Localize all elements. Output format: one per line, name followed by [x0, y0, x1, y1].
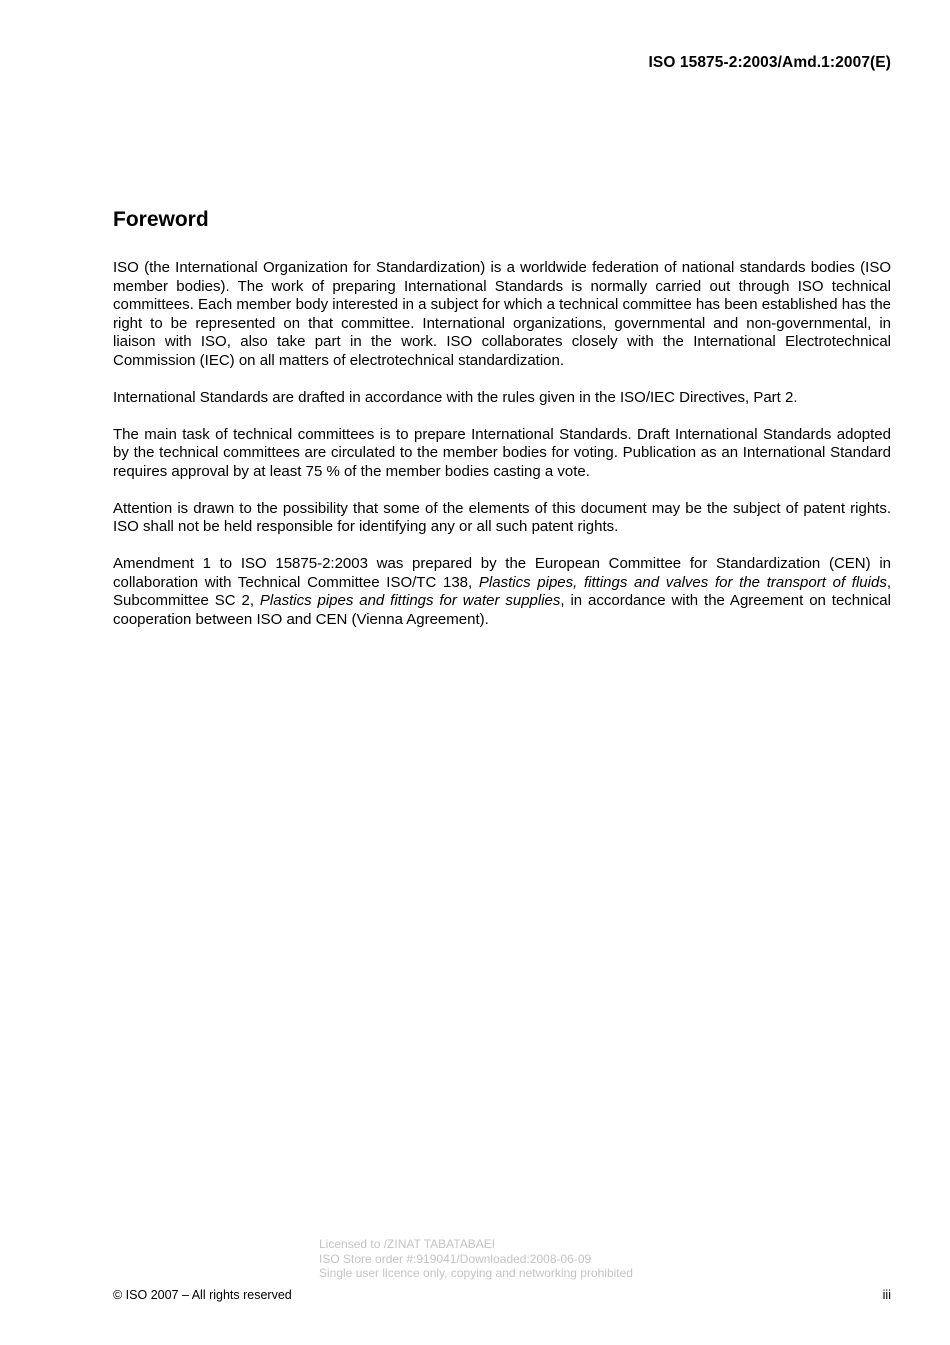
- subcommittee-title-italic: Plastics pipes and fittings for water supplies: [259, 592, 561, 609]
- paragraph-directives: International Standards are drafted in accordance with the rules given in the ISO/IEC Directives, Part 2.: [113, 388, 798, 406]
- page-title: Foreword: [113, 208, 209, 231]
- paragraph-patent-rights: Attention is drawn to the possibility that some of the elements of this document may be the subject of patent rights. ISO shall not be held responsible for identifying any or all such patent rights.: [113, 499, 891, 535]
- foreword-body: [113, 259, 891, 648]
- paragraph-amendment: [113, 555, 891, 629]
- paragraph-committee-task: The main task of technical committees is to prepare International Standards. Draft International Standards adopted by the technical committees are circulated to the member bodies for voting. Publication as an International Standard requires approval by at least 75 % of the member bodies casting a vote.: [113, 425, 891, 480]
- amendment-text-part1: Amendment 1 to ISO 15875-2:2003 was prepared by the European Committee for Standardization (CEN) in collaboration with Technical Committee ISO/TC 138,: [113, 555, 891, 591]
- licence-line-licensee: Licensed to /ZINAT TABATABAEI: [319, 1237, 496, 1251]
- committee-title-italic: Plastics pipes, fittings and valves for the transport of fluids: [478, 573, 887, 591]
- footer-copyright: © ISO 2007 – All rights reserved: [113, 1288, 292, 1302]
- document-identifier: ISO 15875-2:2003/Amd.1:2007(E): [648, 54, 891, 71]
- licence-watermark: [319, 1237, 633, 1281]
- paragraph-iso-federation: ISO (the International Organization for Standardization) is a worldwide federation of national standards bodies (ISO member bodies). The work of preparing International Standards is normally carried out through ISO technical committees. Each member body interested in a subject for which a technical committee has been established has the right to be represented on that committee. International organizations, governmental and non-governmental, in liaison with ISO, also take part in the work. ISO collaborates closely with the International Electrotechnical Commission (IEC) on all matters of electrotechnical standardization.: [113, 259, 891, 369]
- licence-line-order: ISO Store order #:919041/Downloaded:2008-06-09: [319, 1251, 592, 1266]
- amendment-text-part2: , Subcommittee SC 2,: [113, 573, 891, 609]
- amendment-text-part3: , in accordance with the Agreement on technical cooperation between ISO and CEN (Vienna Agreement).: [113, 592, 891, 628]
- footer-page-number: iii: [882, 1288, 891, 1302]
- licence-line-restriction: Single user licence only, copying and networking prohibited: [319, 1266, 633, 1280]
